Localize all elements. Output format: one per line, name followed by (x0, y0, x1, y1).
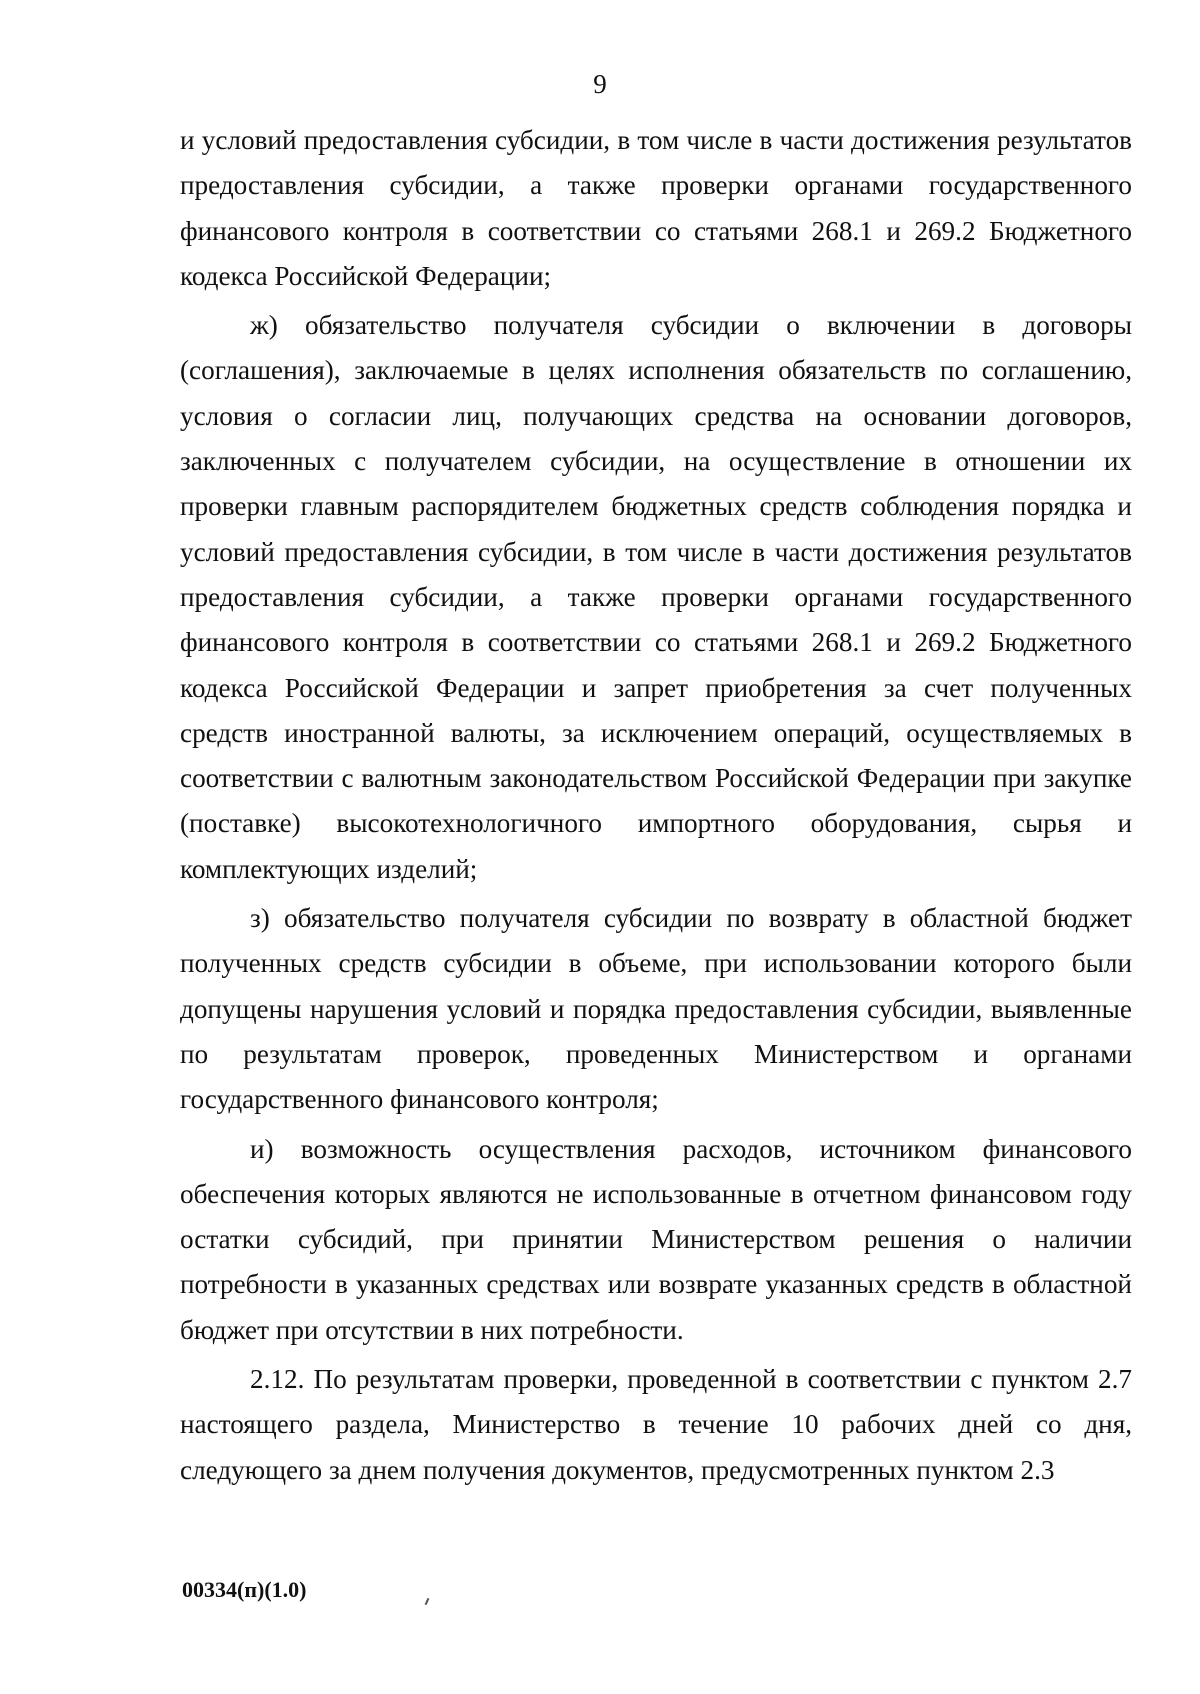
document-code: 00334(п)(1.0) (182, 1577, 307, 1602)
document-body (180, 118, 1132, 1493)
scan-artifact (425, 1598, 430, 1605)
paragraph-continuation: и условий предоставления субсидии, в том числе в части достижения результатов предоставления субсидии, а также проверки органами государственного финансового контроля в соответствии со статьями 268.1 и 269.2 Бюджетного кодекса Российской Федерации; (180, 125, 1132, 291)
paragraph-item-z: з) обязательство получателя субсидии по возврату в областной бюджет полученных средств субсидии в объеме, при использовании которого были допущены нарушения условий и порядка предоставления субсидии, выявленные по результатам проверок, проведенных Министерством и органами государственного финансового контроля; (180, 903, 1132, 1115)
paragraph-item-zh: ж) обязательство получателя субсидии о включении в договоры (соглашения), заключаемые в целях исполнения обязательств по соглашению, условия о согласии лиц, получающих средства на основании договоров, заключенных с получателем субсидии, на осуществление в отношении их проверки главным распорядителем бюджетных средств соблюдения порядка и условий предоставления субсидии, в том числе в части достижения результатов предоставления субсидии, а также проверки органами государственного финансового контроля в соответствии со статьями 268.1 и 269.2 Бюджетного кодекса Российской Федерации и запрет приобретения за счет полученных средств иностранной валюты, за исключением операций, осуществляемых в соответствии с валютным законодательством Российской Федерации при закупке (поставке) высокотехнологичного импортного оборудования, сырья и комплектующих изделий; (180, 310, 1132, 884)
paragraph-item-i: и) возможность осуществления расходов, источником финансового обеспечения которых являются не использованные в отчетном финансовом году остатки субсидий, при принятии Министерством решения о наличии потребности в указанных средствах или возврате указанных средств в областной бюджет при отсутствии в них потребности. (180, 1133, 1132, 1345)
page-number: 9 (593, 69, 607, 99)
paragraph-2-12: 2.12. По результатам проверки, проведенной в соответствии с пунктом 2.7 настоящего раздела, Министерство в течение 10 рабочих дней со дня, следующего за днем получения документов, предусмотренных пунктом 2.3 (180, 1364, 1132, 1485)
